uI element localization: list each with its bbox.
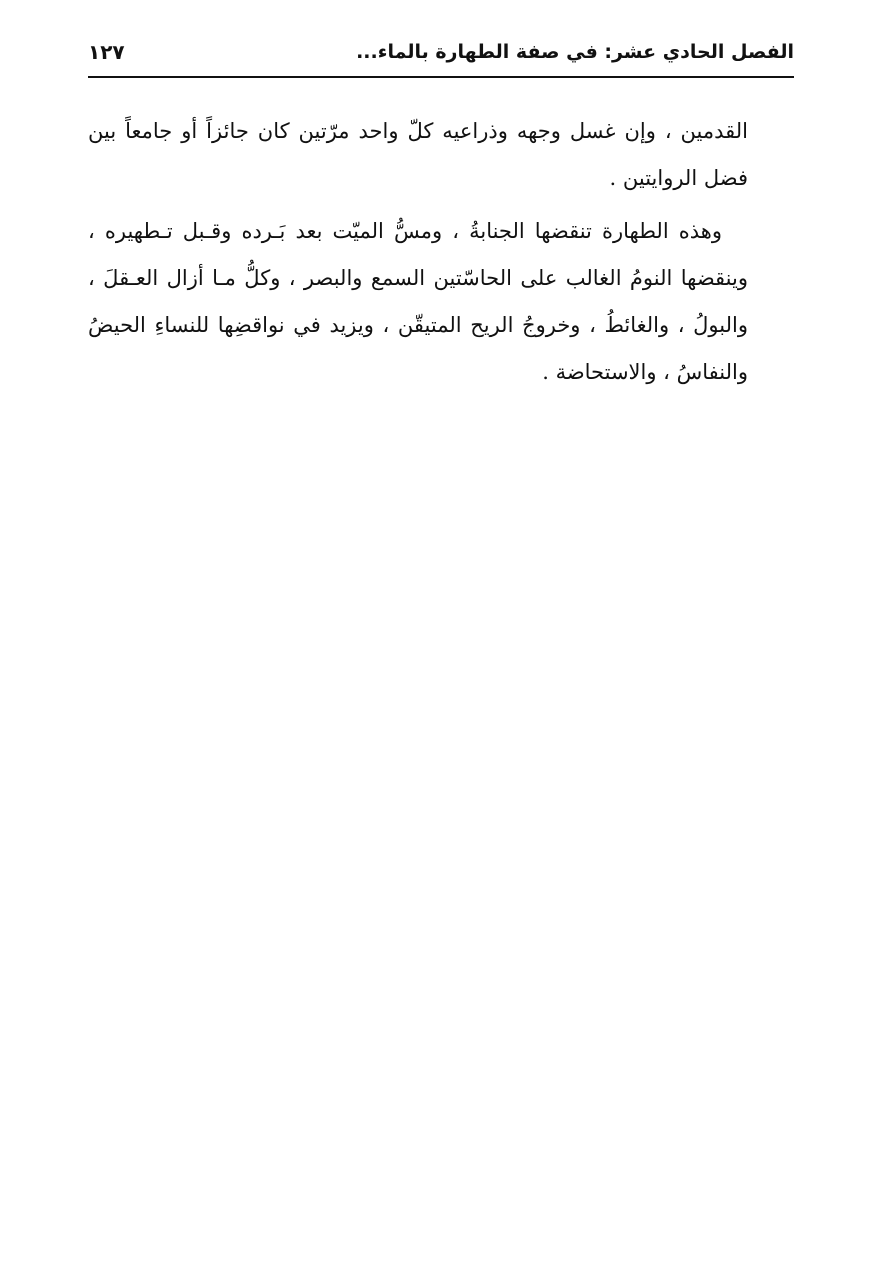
text-line: وهذه الطهارة تنقضها الجنابةُ ، ومسُّ الميّت بعد بَـرده وقـبل تـطهيره ،	[88, 219, 722, 243]
page-header	[88, 34, 794, 74]
paragraph	[88, 208, 748, 396]
text-line: والبولُ ، والغائطُ ، وخروجُ الريح المتيقّن ، ويزيد في نواقضِها للنساءِ الحيضُ	[88, 313, 748, 337]
text-line: فضل الروايتين .	[609, 166, 748, 190]
header-divider	[88, 76, 794, 78]
paragraph	[88, 108, 748, 202]
page-number: ١٢٧	[88, 40, 125, 64]
text-line: وينقضها النومُ الغالب على الحاسّتين السمع والبصر ، وكلُّ مـا أزال العـقلَ ،	[88, 266, 748, 290]
text-line: القدمين ، وإن غسل وجهه وذراعيه كلّ واحد مرّتين كان جائزاً أو جامعاً بين	[88, 119, 748, 143]
body-text	[88, 108, 748, 396]
running-title: الفصل الحادي عشر: في صفة الطهارة بالماء...	[356, 41, 794, 63]
text-line: والنفاسُ ، والاستحاضة .	[542, 360, 748, 384]
